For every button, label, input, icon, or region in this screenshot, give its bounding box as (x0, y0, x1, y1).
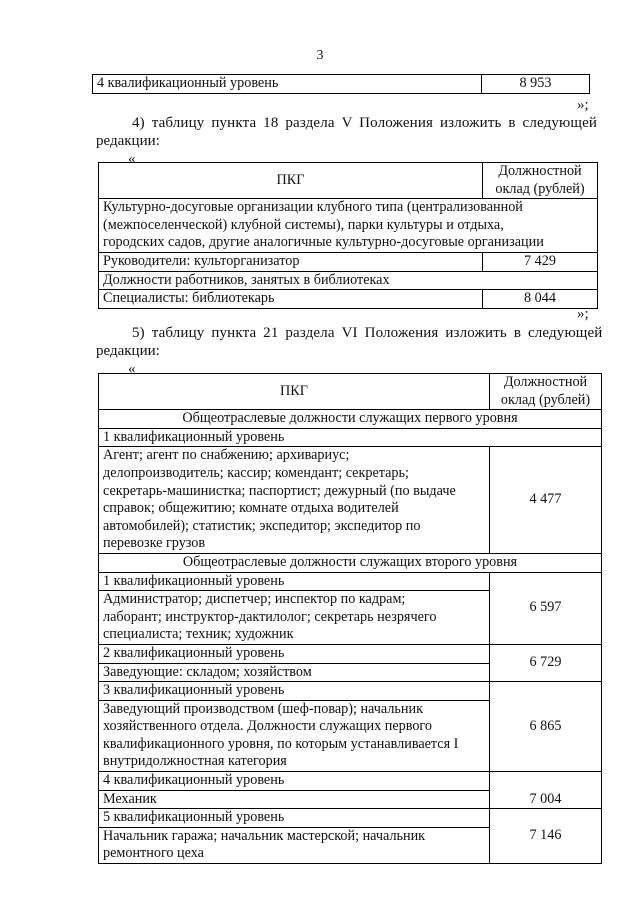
group-library: Должности работников, занятых в библиотеках (99, 271, 598, 290)
s2-level-5-value: 7 146 (490, 809, 602, 864)
row-leaders-value: 7 429 (483, 252, 598, 271)
paragraph-5-line-1: 5) таблицу пункта 21 раздела VI Положения изложить в следующей (132, 325, 603, 341)
s2-level-2-heading: 2 квалификационный уровень (99, 644, 490, 663)
header-salary: Должностной оклад (рублей) (483, 163, 598, 199)
closing-quote-2: »; (577, 306, 589, 322)
s2-level-4-heading: 4 квалификационный уровень (99, 772, 490, 791)
opening-quote: « (128, 151, 136, 167)
s2-level-5-desc: Начальник гаража; начальник мастерской; начальник ремонтного цеха (99, 827, 490, 863)
top-table-label: 4 квалификационный уровень (93, 75, 482, 94)
s2-level-3-desc: Заведующий производством (шеф-повар); начальник хозяйственного отдела. Должности служащих первого квалификационного уровня, по которым устанавливается I внутридолжностная категория (99, 700, 490, 771)
s1-level-1-value: 4 477 (490, 447, 602, 554)
table-item-18 (98, 162, 598, 309)
page-number: 3 (316, 48, 324, 63)
closing-quote: »; (577, 97, 589, 113)
row-leaders-label: Руководители: культорганизатор (99, 252, 483, 271)
section-first-level: Общеотраслевые должности служащих первого уровня (99, 410, 602, 429)
row-librarian-label: Специалисты: библиотекарь (99, 290, 483, 309)
top-table-value: 8 953 (482, 75, 590, 94)
s2-level-1-heading: 1 квалификационный уровень (99, 572, 490, 591)
s2-level-3-value: 6 865 (490, 682, 602, 772)
group-cultural-organizations: Культурно-досуговые организации клубного типа (централизованной (межпоселенческой) клубной системы), парки культуры и отдыха, городских садов, другие аналогичные культурно-досуговые организации (99, 199, 598, 253)
s2-level-3-heading: 3 квалификационный уровень (99, 682, 490, 701)
header-pkg: ПКГ (99, 163, 483, 199)
s1-level-1-heading: 1 квалификационный уровень (99, 428, 602, 447)
s1-level-1-desc: Агент; агент по снабжению; архивариус; делопроизводитель; кассир; комендант; секретарь; секретарь-машинистка; паспортист; дежурный (по выдаче справок; общежитию; комнате отдыха водителей автомобилей); статистик; экспедитор; экспедитор по перевозке грузов (99, 447, 490, 554)
header-salary-2: Должностной оклад (рублей) (490, 374, 602, 410)
opening-quote-2: « (128, 361, 136, 377)
s2-level-2-value: 6 729 (490, 644, 602, 681)
s2-level-4-desc: Механик (99, 790, 490, 809)
table-item-21 (98, 373, 602, 864)
s2-level-1-desc: Администратор; диспетчер; инспектор по кадрам; лаборант; инструктор-дактилолог; секретарь незрячего специалиста; техник; художник (99, 591, 490, 645)
s2-level-2-desc: Заведующие: складом; хозяйством (99, 663, 490, 682)
top-table (92, 74, 590, 94)
s2-level-1-value: 6 597 (490, 572, 602, 644)
s2-level-4-value: 7 004 (490, 772, 602, 809)
s2-level-5-heading: 5 квалификационный уровень (99, 809, 490, 828)
section-second-level: Общеотраслевые должности служащих второго уровня (99, 553, 602, 572)
paragraph-5-line-2: редакции: (96, 343, 160, 359)
row-librarian-value: 8 044 (483, 290, 598, 309)
header-pkg-2: ПКГ (99, 374, 490, 410)
paragraph-4-line-1: 4) таблицу пункта 18 раздела V Положения изложить в следующей (132, 115, 598, 131)
paragraph-4-line-2: редакции: (96, 133, 160, 149)
